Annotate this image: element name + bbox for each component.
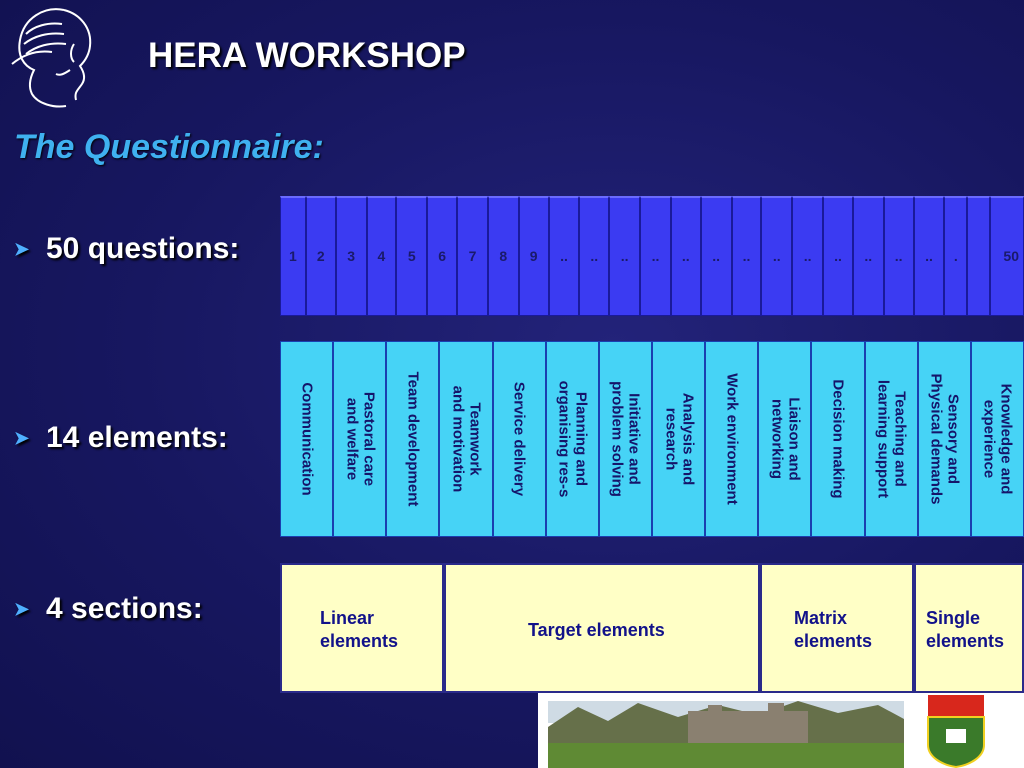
question-cell-last: 50 (990, 196, 1024, 316)
triangle-bullet-icon: ➤ (14, 598, 30, 619)
campus-photo (538, 693, 914, 768)
element-label: Pastoral care and welfare (342, 391, 377, 487)
question-cell: .. (671, 196, 701, 316)
question-cell: 5 (396, 196, 427, 316)
questions-row (280, 196, 1024, 316)
element-label: Teamwork and motivation (448, 385, 484, 493)
element-cell (439, 341, 492, 537)
question-cell: 2 (306, 196, 336, 316)
university-crest-icon (914, 693, 1024, 768)
element-label: Decision making (829, 379, 847, 499)
element-cell (386, 341, 439, 537)
question-cell: 3 (336, 196, 367, 316)
element-label: Initiative and problem solving (608, 381, 643, 497)
triangle-bullet-icon: ➤ (14, 238, 30, 259)
element-label: Team development (404, 371, 422, 507)
hera-head-logo (4, 4, 104, 110)
element-cell (546, 341, 599, 537)
slide-title: HERA WORKSHOP (148, 36, 466, 75)
question-cell: .. (732, 196, 762, 316)
question-cell: .. (884, 196, 914, 316)
sections-row (280, 563, 1024, 693)
bullet-questions-label: 50 questions: (46, 232, 240, 265)
bullet-sections-label: 4 sections: (46, 592, 203, 625)
question-cell: .. (792, 196, 823, 316)
element-cell (705, 341, 758, 537)
question-cell: .. (823, 196, 853, 316)
bullet-elements (14, 421, 228, 455)
question-cell: 8 (488, 196, 519, 316)
element-label: Teaching and learning support (874, 379, 909, 499)
element-cell (333, 341, 386, 537)
element-cell (493, 341, 546, 537)
section-single (914, 563, 1024, 693)
element-label: Liaison and networking (767, 397, 803, 481)
section-target (444, 563, 760, 693)
element-label: Work environment (723, 373, 741, 505)
question-cell: .. (701, 196, 732, 316)
question-cell: .. (640, 196, 671, 316)
element-cell (811, 341, 864, 537)
question-cell: 6 (427, 196, 457, 316)
element-cell (280, 341, 333, 537)
triangle-bullet-icon: ➤ (14, 427, 30, 448)
question-cell: .. (914, 196, 945, 316)
element-label: Planning and organising res-s (555, 380, 590, 498)
element-label: Knowledge and experience (980, 383, 1015, 495)
section-linear (280, 563, 444, 693)
question-cell: 7 (457, 196, 488, 316)
section-matrix (760, 563, 914, 693)
question-cell: .. (853, 196, 884, 316)
elements-row (280, 341, 1024, 537)
element-label: Service delivery (510, 381, 528, 497)
element-cell (865, 341, 918, 537)
question-cell: .. (579, 196, 609, 316)
element-cell (599, 341, 652, 537)
question-cell: . (944, 196, 967, 316)
element-label: Communication (298, 382, 316, 496)
section-label: Matrix elements (794, 608, 873, 652)
question-cell: .. (761, 196, 792, 316)
element-label: Analysis and research (661, 392, 696, 486)
slide-subtitle: The Questionnaire: (14, 128, 324, 166)
question-cell: 9 (519, 196, 549, 316)
bullet-sections (14, 592, 203, 626)
question-cell: .. (609, 196, 640, 316)
section-label: Single elements (926, 608, 1005, 652)
element-cell (758, 341, 811, 537)
question-cell (967, 196, 990, 316)
element-cell (971, 341, 1024, 537)
question-cell: .. (549, 196, 580, 316)
element-cell (652, 341, 705, 537)
bullet-questions (14, 232, 239, 266)
section-label: Target elements (528, 620, 665, 640)
element-cell (918, 341, 971, 537)
bullet-elements-label: 14 elements: (46, 421, 228, 454)
element-label: Sensory and Physical demands (927, 373, 962, 505)
question-cell: 1 (280, 196, 306, 316)
question-cell: 4 (367, 196, 397, 316)
section-label: Linear elements (320, 608, 399, 652)
